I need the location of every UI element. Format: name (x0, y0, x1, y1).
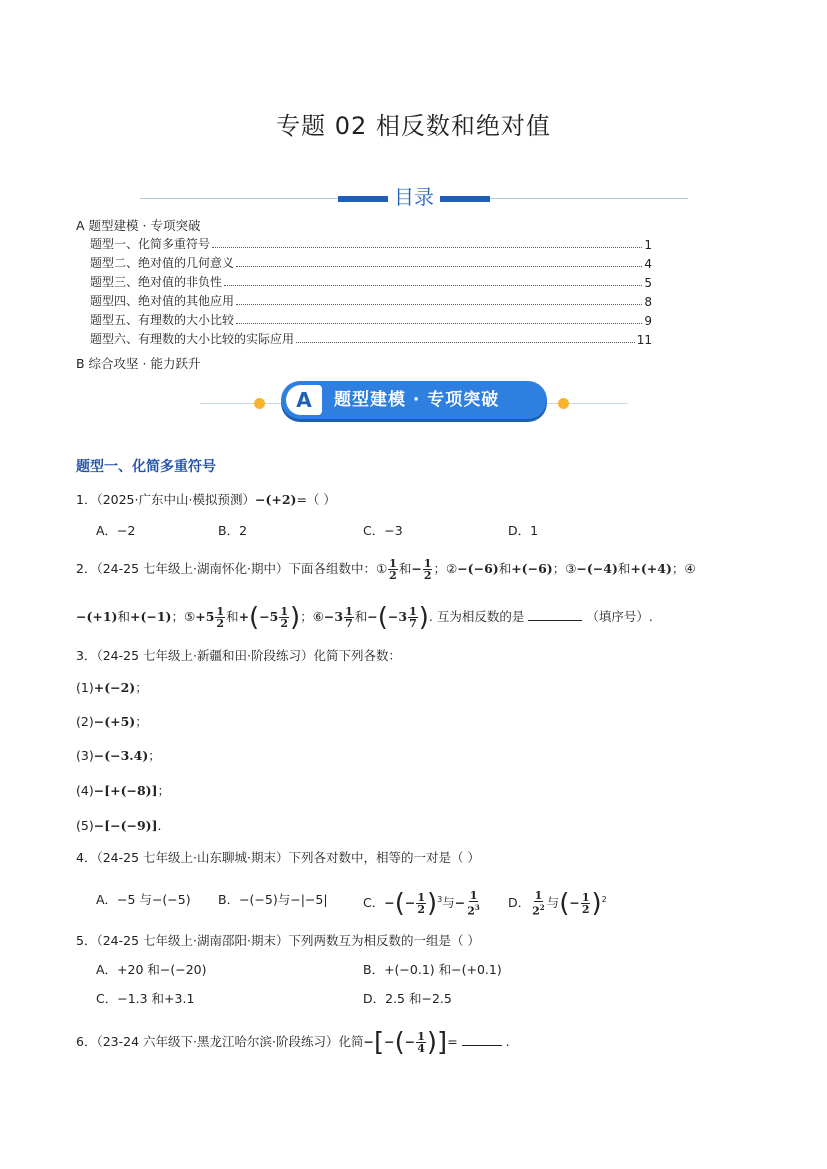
question-1: 1．（2025·广东中山·模拟预测）−(+2)=（ ） (76, 492, 336, 507)
toc-section-a: A 题型建模 · 专项突破 (76, 218, 201, 233)
toc-item-label: 题型三、绝对值的非负性 (90, 275, 223, 289)
q1-option-c[interactable]: C．−3 (363, 523, 403, 538)
q4-option-b[interactable]: B．−(−5)与−|−5| (218, 892, 328, 907)
question-3: 3．（24-25 七年级上·新疆和田·阶段练习）化简下列各数： (76, 648, 401, 663)
q1-option-d[interactable]: D．1 (508, 523, 539, 538)
toc-item[interactable] (90, 330, 652, 347)
banner-dot-left (254, 398, 265, 409)
answer-blank[interactable] (528, 620, 582, 621)
toc-item-page: 11 (636, 333, 652, 347)
toc-item-page: 8 (644, 295, 652, 309)
question-4: 4．（24-25 七年级上·山东聊城·期末）下列各对数中，相等的一对是（ ） (76, 850, 480, 865)
q4-option-d[interactable]: D． $\frac{1}{2^2}$ 与(− $\frac{1}{2}$ )$^2$ (508, 888, 607, 919)
toc-item[interactable] (90, 235, 652, 252)
q3-item: (5)−[−(−9)]. (76, 818, 162, 833)
question-2-cont: −(+1)和+(−1)；⑤+5 $\frac{1}{2}$ 和+(−5 $\frac{1}{2}$ )；⑥−3 $\frac{1}{7}$ 和−(−3 $\frac{1}{7}$ ). 互为相反数的是 （填序号）. (76, 602, 653, 633)
answer-blank[interactable] (462, 1045, 502, 1046)
toc-item[interactable] (90, 311, 652, 328)
question-5: 5．（24-25 七年级上·湖南邵阳·期末）下列两数互为相反数的一组是（ ） (76, 933, 480, 948)
toc-item-label: 题型一、化简多重符号 (90, 237, 211, 251)
section-title: 题型一、化简多重符号 (76, 459, 216, 475)
q4-option-a[interactable]: A．−5 与−(−5) (96, 892, 191, 907)
banner-letter: A (286, 385, 322, 415)
question-2: 2．（24-25 七年级上·湖南怀化·期中）下面各组数中：① $\frac{1}{2}$ 和− $\frac{1}{2}$ ；②−(−6)和+(−6)；③−(−4)和+(+4)；④ (76, 557, 696, 582)
toc-item[interactable] (90, 292, 652, 309)
toc-item-page: 1 (644, 238, 652, 252)
toc-label: 目录 (388, 181, 440, 210)
toc-item-page: 5 (644, 276, 652, 290)
toc-section-b: B 综合攻坚 · 能力跃升 (76, 356, 201, 371)
toc-item-page: 9 (644, 314, 652, 328)
toc-item-label: 题型二、绝对值的几何意义 (90, 256, 235, 270)
q5-option-a[interactable]: A．+20 和−(−20) (96, 962, 207, 977)
toc-bar-left (338, 196, 390, 202)
banner-line-left (200, 403, 282, 404)
q3-item: (1)+(−2)； (76, 680, 148, 695)
toc-item[interactable] (90, 254, 652, 271)
q3-item: (4)−[+(−8)]； (76, 783, 171, 798)
toc-item-page: 4 (644, 257, 652, 271)
page-title: 专题 02 相反数和绝对值 (276, 112, 551, 140)
banner-dot-right (558, 398, 569, 409)
toc-item-label: 题型六、有理数的大小比较的实际应用 (90, 332, 295, 346)
banner-text: 题型建模 · 专项突破 (334, 390, 500, 410)
q5-option-c[interactable]: C．−1.3 和+3.1 (96, 991, 195, 1006)
toc-item-label: 题型四、绝对值的其他应用 (90, 294, 235, 308)
q5-option-d[interactable]: D．2.5 和−2.5 (363, 991, 452, 1006)
q1-option-a[interactable]: A．−2 (96, 523, 136, 538)
question-6: 6．（23-24 六年级下·黑龙江哈尔滨·阶段练习）化简−[−(− $\frac{1}{4}$ )]= . (76, 1027, 510, 1058)
toc-item-label: 题型五、有理数的大小比较 (90, 313, 235, 327)
q1-option-b[interactable]: B．2 (218, 523, 248, 538)
toc-item[interactable] (90, 273, 652, 290)
toc-bar-right (438, 196, 490, 202)
q5-option-b[interactable]: B．+(−0.1) 和−(+0.1) (363, 962, 502, 977)
q4-option-c[interactable]: C．−(− $\frac{1}{2}$ )$^3$与− $\frac{1}{2^3}$ (363, 888, 480, 919)
q3-item: (2)−(+5)； (76, 714, 148, 729)
q3-item: (3)−(−3.4)； (76, 748, 161, 763)
